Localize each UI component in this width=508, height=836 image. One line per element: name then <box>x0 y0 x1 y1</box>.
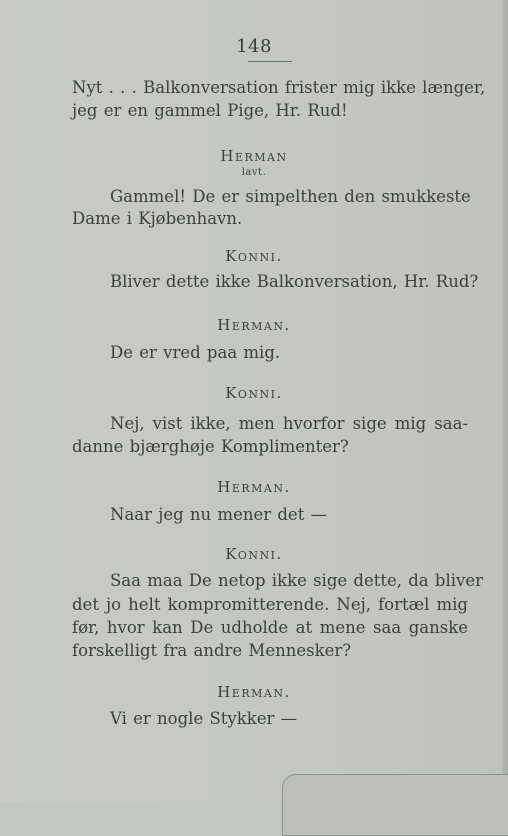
text-line: Bliver dette ikke Balkonversation, Hr. Rud? <box>110 272 479 291</box>
text-line: danne bjærghøje Komplimenter? <box>72 437 349 456</box>
stage-direction: lavt. <box>241 167 267 178</box>
text-line: Nyt . . . Balkonversation frister mig ikke længer, <box>72 78 486 97</box>
text-line: jeg er en gammel Pige, Hr. Rud! <box>72 101 348 120</box>
text-line: Gammel! De er simpelthen den smukkeste <box>110 187 471 206</box>
text-line: Naar jeg nu mener det — <box>110 505 328 524</box>
text-line: før, hvor kan De udholde at mene saa ganske <box>72 618 468 637</box>
speaker-name: Herman <box>220 147 288 165</box>
page-corner-tab <box>282 774 508 836</box>
speaker-name: Konni. <box>225 384 283 402</box>
text-line: det jo helt kompromitterende. Nej, fortæl mig <box>72 595 468 614</box>
page-number: 148 <box>236 36 272 57</box>
speaker-name: Herman. <box>217 478 291 496</box>
page-number-rule <box>248 61 292 62</box>
speaker-name: Herman. <box>217 683 291 701</box>
text-line: De er vred paa mig. <box>110 343 281 362</box>
text-line: forskelligt fra andre Mennesker? <box>72 641 352 660</box>
text-line: Nej, vist ikke, men hvorfor sige mig saa- <box>110 414 468 433</box>
speaker-name: Konni. <box>225 545 283 563</box>
speaker-name: Konni. <box>225 247 283 265</box>
text-line: Vi er nogle Stykker — <box>110 709 298 728</box>
speaker-name: Herman. <box>217 316 291 334</box>
text-line: Dame i Kjøbenhavn. <box>72 209 243 228</box>
text-line: Saa maa De netop ikke sige dette, da bliver <box>110 571 483 590</box>
